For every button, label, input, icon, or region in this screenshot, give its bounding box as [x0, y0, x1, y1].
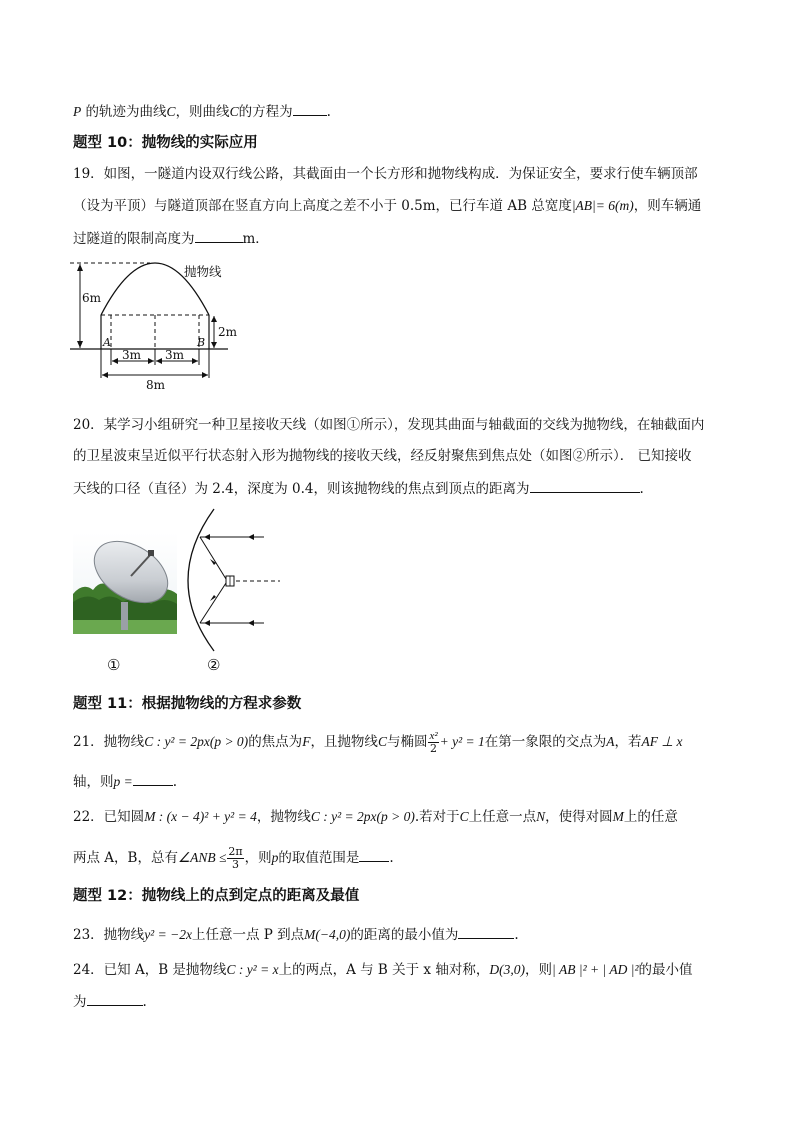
q22-line2: 两点 A，B，总有∠ANB ≤ $\frac{2\pi}{3}$ ，则p的取值范围是 . [73, 845, 394, 871]
dim-3m-right: 3m [165, 348, 185, 362]
q21-line1: 21．抛物线C : y² = 2px(p > 0)的焦点为F，且抛物线C与椭圆 $\frac{\text{x²}}{2}$ + y² = 1在第一象限的交点为A，若AF ⊥ x [73, 730, 683, 755]
fraction: $\frac{\text{x²}}{2}$ [429, 730, 438, 755]
q19-line2: （设为平顶）与隧道顶部在竖直方向上高度之差不小于 0.5m，已行车道 AB 总宽度|AB|= 6(m)，则车辆通 [73, 198, 702, 214]
section-heading-10: 题型 10：抛物线的实际应用 [73, 135, 258, 151]
answer-blank [133, 771, 173, 786]
answer-blank [359, 847, 389, 862]
q24-line2: 为 . [73, 991, 734, 1012]
answer-blank [530, 478, 640, 493]
dim-2m: 2m [218, 325, 238, 339]
q22-line1: 22．已知圆M : (x − 4)² + y² = 4，抛物线C : y² = 2px(p > 0).若对于C上任意一点N，使得对圆M上的任意 [73, 809, 678, 825]
q19-line3: 过隧道的限制高度为 m． [73, 228, 734, 249]
point-b-label: B [197, 336, 206, 349]
q23-line1: 23．抛物线y² = −2x上任意一点 P 到点M(−4,0)的距离的最小值为 . [73, 924, 734, 945]
answer-blank [195, 228, 243, 243]
dim-6m: 6m [82, 291, 102, 305]
fraction: $\frac{2\pi}{3}$ [228, 845, 243, 871]
dim-8m: 8m [146, 378, 166, 392]
reflection-diagram [176, 505, 286, 655]
section-heading-11: 题型 11：根据抛物线的方程求参数 [73, 696, 302, 712]
point-a-label: A [103, 336, 111, 349]
dim-3m-left: 3m [122, 348, 142, 362]
q24-line1: 24．已知 A，B 是抛物线C : y² = x上的两点，A 与 B 关于 x 轴对称，D(3,0)，则| AB |² + | AD |²的最小值 [73, 962, 693, 978]
figure-2-label: ② [207, 656, 221, 674]
section-heading-12: 题型 12：抛物线上的点到定点的距离及最值 [73, 888, 360, 904]
tunnel-figure [68, 255, 258, 395]
q21-line2: 轴，则p = . [73, 771, 734, 792]
answer-blank [458, 924, 514, 939]
q20-line1: 20．某学习小组研究一种卫星接收天线（如图①所示），发现其曲面与轴截面的交线为抛物线，在轴截面内 [73, 417, 705, 433]
q20-line3: 天线的口径（直径）为 2.4，深度为 0.4，则该抛物线的焦点到顶点的距离为 . [73, 478, 734, 499]
parabola-label: 抛物线 [184, 264, 222, 279]
q18-tail: P 的轨迹为曲线C，则曲线C的方程为 . [73, 101, 734, 122]
figure-1-label: ① [107, 656, 121, 674]
q19-line1: 19．如图，一隧道内设双行线公路，其截面由一个长方形和抛物线构成．为保证安全，要求行使车辆顶部 [73, 166, 698, 182]
satellite-dish-photo [73, 532, 177, 634]
answer-blank [87, 991, 143, 1006]
answer-blank [293, 101, 327, 116]
q20-line2: 的卫星波束呈近似平行状态射入形为抛物线的接收天线，经反射聚焦到焦点处（如图②所示）． 已知接收 [73, 448, 692, 464]
